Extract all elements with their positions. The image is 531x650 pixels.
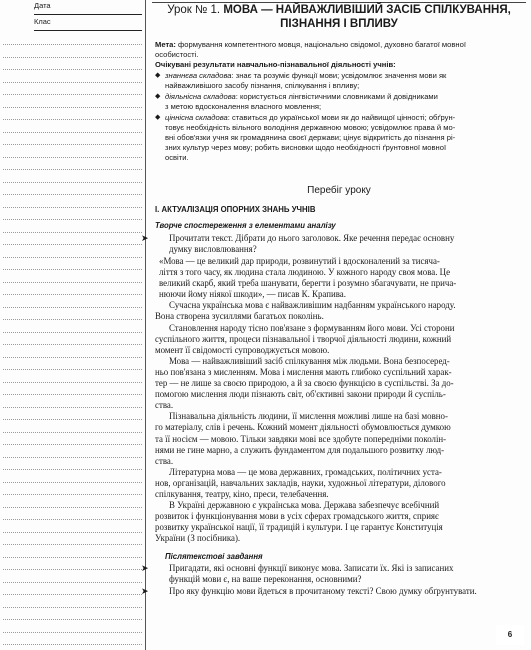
ruled-line xyxy=(3,582,142,583)
ruled-line xyxy=(3,394,142,395)
ruled-line xyxy=(3,619,142,620)
ruled-line xyxy=(3,57,142,58)
text-line: Становлення народу тісно пов'язане з формуванням його мови. Усі сторони xyxy=(169,322,455,333)
ruled-line xyxy=(3,382,142,383)
value-text-3: вні обов'язки учня як громадянина своєї держави; цінує відкритість до пізнання рі- xyxy=(165,133,456,142)
text-paragraph xyxy=(155,300,523,322)
task-line-2: думку висловлювання? xyxy=(169,244,257,255)
term-value: ціннісна складова xyxy=(165,113,228,122)
ruled-line xyxy=(3,269,142,270)
text-line: ньо пов'язана з мисленням. Мова і мислення мають глибоко суспільний харак- xyxy=(155,366,452,377)
ruled-line xyxy=(3,194,142,195)
ruled-line xyxy=(3,457,142,458)
text-line: суспільного життя, процеси пізнавальної і творчої діяльності людини, кожний xyxy=(155,333,452,344)
ruled-line xyxy=(3,294,142,295)
lesson-goal xyxy=(155,40,523,50)
lesson-title xyxy=(155,4,523,17)
text-line: го матеріалу, слів і речень. Кожний момент діяльності обумовлюється думкою xyxy=(155,422,451,433)
activity-text-1: : користується лінгвістичними словниками й довідниками xyxy=(235,92,438,101)
title-frame-line xyxy=(152,2,526,3)
margin-notes-column xyxy=(0,0,145,650)
ruled-line xyxy=(3,257,142,258)
text-line: України (З посібника). xyxy=(155,533,241,544)
ruled-line xyxy=(3,507,142,508)
value-text-5: освіти. xyxy=(165,153,189,162)
creative-observation-heading: Творче спостереження з елементами аналізу xyxy=(155,221,336,230)
text-paragraph xyxy=(155,411,523,466)
ruled-line xyxy=(3,607,142,608)
ruled-line xyxy=(3,469,142,470)
ruled-line xyxy=(3,419,142,420)
ruled-line xyxy=(3,132,142,133)
ruled-line xyxy=(3,407,142,408)
bullet-icon: ◆ xyxy=(155,114,161,121)
text-line: спілкування, театру, кіно, преси, телебачення. xyxy=(155,488,329,499)
post-task-2-line-1: Про яку функцію мови йдеться в прочитаному тексті? Свою думку обґрунтувати. xyxy=(169,586,477,596)
post-task-1-line-2: функцій мови є, на ваше переконання, основними? xyxy=(169,574,362,585)
ruled-line xyxy=(3,119,142,120)
ruled-line xyxy=(3,307,142,308)
ruled-line xyxy=(3,519,142,520)
post-task-1-line-1: Пригадати, які основні функції виконує мова. Записати їх. Які із записаних xyxy=(169,563,454,573)
ruled-line xyxy=(3,444,142,445)
ruled-line xyxy=(3,569,142,570)
term-knowledge: знаннєва складова xyxy=(165,71,232,80)
ruled-line xyxy=(3,532,142,533)
ruled-line xyxy=(3,282,142,283)
ruled-line xyxy=(3,169,142,170)
activity-text-2: з метою вдосконалення власного мовлення; xyxy=(165,102,322,111)
lesson-title-line1: МОВА — НАЙВАЖЛИВІШИЙ ЗАСІБ СПІЛКУВАННЯ, xyxy=(223,4,511,16)
arrow-bullet-icon: ➤ xyxy=(141,233,149,243)
text-paragraph xyxy=(155,356,523,411)
post-text-tasks-heading: Післятекстові завдання xyxy=(165,552,263,561)
term-activity: діяльнісна складова xyxy=(165,92,236,101)
knowledge-text-2: найважливішого засобу пізнання, спілкування і впливу; xyxy=(165,81,360,90)
text-line: ства. xyxy=(155,455,174,466)
ruled-line xyxy=(3,232,142,233)
arrow-bullet-icon: ➤ xyxy=(141,586,149,596)
class-field[interactable] xyxy=(34,16,142,31)
section-1-heading: І. АКТУАЛІЗАЦІЯ ОПОРНИХ ЗНАНЬ УЧНІВ xyxy=(155,205,316,214)
bullet-icon: ◆ xyxy=(155,72,161,79)
ruled-line xyxy=(3,207,142,208)
knowledge-text-1: : знає та розуміє функції мови; усвідомлює значення мови як xyxy=(231,71,447,80)
lesson-flow-heading: Перебіг уроку xyxy=(307,185,371,196)
page-number: 6 xyxy=(496,625,524,645)
date-label: Дата xyxy=(34,1,51,10)
value-text-1: : ставиться до української мови як до найвищої цінності; обґрун- xyxy=(227,113,456,122)
text-line: помогою мислення люди пізнають світ, об'єктивні закони природи й суспіль- xyxy=(155,389,446,400)
ruled-line xyxy=(3,94,142,95)
bullet-icon: ◆ xyxy=(155,93,161,100)
text-line: ства. xyxy=(155,400,174,411)
value-text-4: зних культур через мову; робить висновки щодо необхідності ґрунтовної мовної xyxy=(165,143,447,152)
ruled-line xyxy=(3,357,142,358)
goal-label: Мета: xyxy=(155,40,176,49)
ruled-line xyxy=(3,344,142,345)
class-label: Клас xyxy=(34,17,51,26)
text-line: «Мова — це великий дар природи, розвинутий і вдосконалений за тисяча- xyxy=(159,256,440,266)
post-text-task-1 xyxy=(141,563,523,585)
ruled-line xyxy=(3,632,142,633)
text-line: розвиток і функціонування мови в усіх сферах громадського життя, сприяє xyxy=(155,511,439,522)
reading-text xyxy=(155,256,523,544)
ruled-line xyxy=(3,69,142,70)
ruled-line xyxy=(3,319,142,320)
ruled-line xyxy=(3,219,142,220)
text-paragraph xyxy=(155,323,523,356)
ruled-line xyxy=(3,432,142,433)
ruled-line xyxy=(3,182,142,183)
ruled-line xyxy=(3,244,142,245)
lesson-number: Урок № 1. xyxy=(167,4,221,16)
goal-text-2: особистості. xyxy=(155,50,199,59)
ruled-line xyxy=(3,144,142,145)
text-line: Мова — найважливіший засіб спілкування між людьми. Вона безпосеред- xyxy=(169,355,450,366)
ruled-line xyxy=(3,594,142,595)
margin-divider xyxy=(145,0,146,650)
task-read-text xyxy=(141,233,523,255)
ruled-line xyxy=(3,107,142,108)
text-line: Вона створена зусиллями багатьох поколінь. xyxy=(155,311,324,322)
text-line: нями не гине марно, а служить фундаментом для подальшого розвитку люд- xyxy=(155,444,445,455)
lesson-goal-cont xyxy=(155,50,523,60)
ruled-line xyxy=(3,494,142,495)
text-line: великий скарб, який треба шанувати, берегти і розумно збагачувати, не прича- xyxy=(159,278,457,289)
text-line: нюючи йому ніякої шкоди», — писав К. Крапива. xyxy=(159,289,346,300)
arrow-bullet-icon: ➤ xyxy=(141,563,149,573)
text-line: та її носієм — мовою. Тільки завдяки мові все здобуте попередніми поколін- xyxy=(155,433,447,444)
lesson-title-line2: ПІЗНАННЯ І ВПЛИВУ xyxy=(280,18,398,30)
task-line-1: Прочитати текст. Дібрати до нього заголовок. Яке речення передає основну xyxy=(169,233,455,243)
expected-results-label: Очікувані результати навчально-пізнавальної діяльності учнів: xyxy=(155,60,396,69)
text-line: В Україні державною є українська мова. Держава забезпечує всебічний xyxy=(169,500,440,511)
post-text-task-2 xyxy=(141,586,523,597)
text-line: ліття з того часу, як людина стала людиною. У кожного народу своя мова. Це xyxy=(159,267,451,278)
ruled-line xyxy=(3,544,142,545)
text-line: Літературна мова — це мова державних, громадських, політичних уста- xyxy=(169,466,442,477)
value-text-2: товує необхідність вільного володіння державною мовою; усвідомлює права й мо- xyxy=(165,123,456,132)
ruled-line xyxy=(3,369,142,370)
ruled-line xyxy=(3,44,142,45)
ruled-line xyxy=(3,157,142,158)
text-line: тер — не лише за своєю природою, а й за своєю функцією в суспільстві. За до- xyxy=(155,378,454,389)
ruled-line xyxy=(3,482,142,483)
text-line: розвитку української нації, її традицій і культури. І це гарантує Конституція xyxy=(155,522,443,533)
expected-results-heading xyxy=(155,60,523,70)
ruled-line xyxy=(3,644,142,645)
text-paragraph xyxy=(155,256,523,300)
text-line: нов, організацій, навчальних закладів, науки, художньої літератури, ділового xyxy=(155,477,446,488)
text-paragraph xyxy=(155,467,523,500)
ruled-line xyxy=(3,82,142,83)
ruled-line xyxy=(3,557,142,558)
text-line: момент її свідомості супроводжується мовою. xyxy=(155,344,330,355)
date-field[interactable] xyxy=(34,0,142,15)
text-line: Пізнавальна діяльність людини, її мислення можливі лише на базі мовно- xyxy=(169,411,448,422)
goal-text-1: формування компетентного мовця, національно свідомої, духовно багатої мовної xyxy=(178,40,466,49)
ruled-line xyxy=(3,332,142,333)
lesson-title-cont xyxy=(155,18,523,31)
text-line: Сучасна українська мова є найважливішим надбанням українського народу. xyxy=(169,300,456,311)
text-paragraph xyxy=(155,500,523,544)
